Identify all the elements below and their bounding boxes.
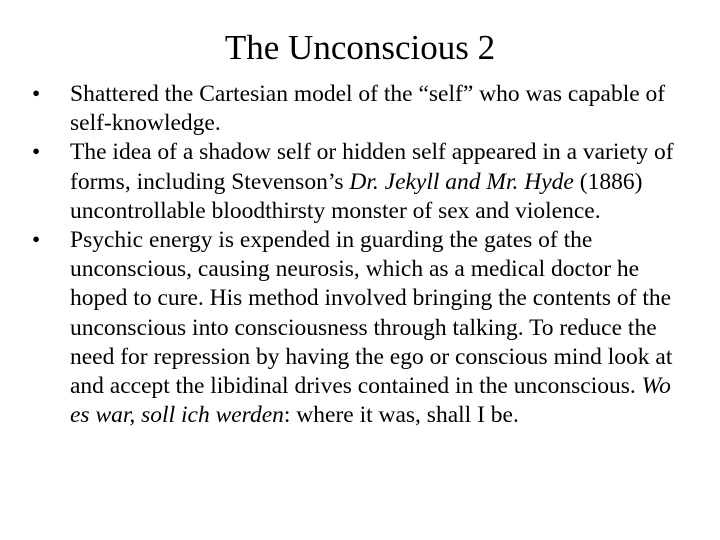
- bullet-text-part1: Psychic energy is expended in guarding the gates of the unconscious, causing neurosis, which as a medical doctor he hoped to cure. His method involved bringing the contents of the unconscious into consciousness through talking. To reduce the need for repression by having the ego or conscious mind look at and accept the libidinal drives contained in the unconscious.: [70, 227, 673, 400]
- bullet-item-psychic-energy: [30, 226, 690, 430]
- bullet-icon: •: [32, 139, 41, 166]
- bullet-item-shadow-self: [30, 138, 690, 226]
- slide-title: The Unconscious 2: [224, 28, 496, 67]
- quote-german: Wo es war, soll ich werden: [70, 373, 671, 429]
- bullet-text-part2: : where it was, shall I be.: [283, 402, 519, 429]
- book-title: Dr. Jekyll and Mr. Hyde: [349, 168, 574, 195]
- bullet-icon: •: [32, 227, 41, 254]
- bullet-text-part1: The idea of a shadow self or hidden self appeared in a variety of forms, including Stevenson’s: [70, 139, 674, 195]
- bullet-icon: •: [32, 81, 41, 107]
- bullet-item-cartesian: [30, 80, 690, 138]
- bullet-list: [30, 80, 690, 430]
- bullet-text-part2: (1886) uncontrollable bloodthirsty monster of sex and violence.: [70, 168, 643, 224]
- bullet-text: Shattered the Cartesian model of the “self” who was capable of self-knowledge.: [70, 81, 666, 137]
